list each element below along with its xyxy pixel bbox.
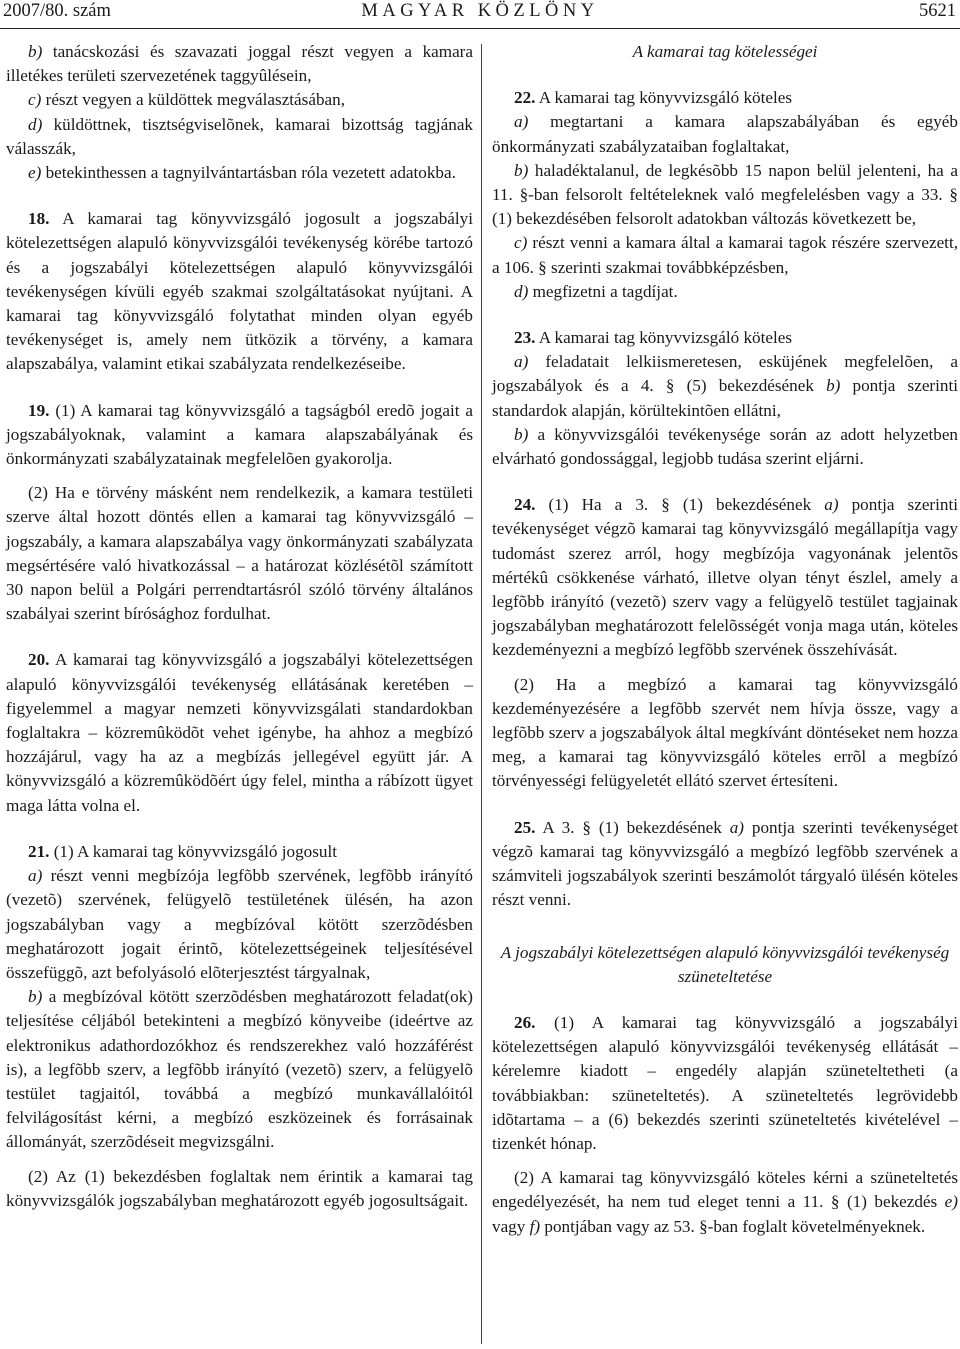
heading-suspension: A jogszabályi kötelezettségen alapuló könyvvizsgálói tevékenység szüneteltetése: [500, 942, 950, 986]
point-c: c) részt vegyen a küldöttek megválasztásában,: [28, 90, 345, 110]
section-22-point-a: a) megtartani a kamara alapszabályában és egyéb önkormányzati szabályzataiban foglaltakat,: [492, 112, 958, 156]
section-23: 23. A kamarai tag könyvvizsgáló köteles: [514, 328, 793, 348]
left-column: [6, 40, 473, 1213]
section-22-point-b: b) haladéktalanul, de legkésõbb 15 napon belül jelenteni, ha a 11. §-ban felsorolt feltételeknek való megfelelésben vagy a 33. § (1) bekezdésében felsorolt adatokban változás következett be,: [492, 160, 958, 229]
section-23-point-a: a) feladatait lelkiismeretesen, esküjének megfelelõen, a jogszabályok és a 4. § (5) bekezdésének b) pontja szerinti standardok alapján, körültekintõen ellátni,: [492, 352, 958, 420]
issue-number: 2007/80. szám: [3, 1, 111, 21]
section-19-para-2: (2) Ha e törvény másként nem rendelkezik, a kamara testületi szerve által hozott döntés ellen a kamarai tag könyvvizsgáló – jogszabály, a kamara alapszabálya vagy önkormányzati szabályzata megsértésére való hivatkozással – a határozat közlésétõl számított 30 napon belül a Polgári perrendtartásról szóló törvény általános szabályai szerint bírósághoz fordulhat.: [6, 483, 473, 624]
header-rule: [0, 28, 960, 29]
journal-title: MAGYAR KÖZLÖNY: [361, 1, 599, 21]
section-22: 22. A kamarai tag könyvvizsgáló köteles: [514, 88, 793, 108]
heading-member-duties: A kamarai tag kötelességei: [632, 42, 818, 61]
section-26: 26. (1) A kamarai tag könyvvizsgáló a jogszabályi kötelezettségen alapuló könyvvizsgálói tevékenység ellátását – kérelemre kiadott – engedély alapján szüneteltetheti (a továbbiakban: szüneteltetés). A szüneteltetés legrövidebb idõtartama – a (6) bekezdés szerinti szüneteltetés kivételével – tizenkét hónap.: [492, 1012, 958, 1153]
point-b: b) tanácskozási és szavazati joggal részt vegyen a kamara illetékes területi szervezetének taggyûlésein,: [6, 42, 473, 86]
point-e: e) betekinthessen a tagnyilvántartásban róla vezetett adatokba.: [28, 163, 456, 183]
section-22-point-c: c) részt venni a kamara által a kamarai tagok részére szervezett, a 106. § szerinti szakmai továbbképzésben,: [492, 233, 958, 277]
section-25: 25. A 3. § (1) bekezdésének a) pontja szerinti tevékenységet végzõ kamarai tag könyvvizsgáló a megbízó legfõbb szervének a számviteli jogszabályok szerinti beszámolót tárgyaló ülésén köteles részt venni.: [492, 817, 958, 910]
page-header: [0, 0, 960, 30]
section-21-point-b: b) a megbízóval kötött szerzõdésben meghatározott feladat(ok) teljesítése céljából betekinteni a megbízó könyveibe (ideértve az elektronikus adathordozókhoz és rendszerekhez való hozzáférést is), a legfõbb szerv, a legfõbb irányító (vezetõ) szerv, a felügyelõ testület tagjaitól, továbbá a megbízó munkavállalóitól felvilágosítást kérni, a megbízó eszközeinek és forrásainak állományát, szerzõdéseit megvizsgálni.: [6, 987, 473, 1152]
right-column: [492, 40, 958, 1239]
section-24: 24. (1) Ha a 3. § (1) bekezdésének a) pontja szerinti tevékenységet végzõ kamarai tag könyvvizsgáló megállapítja vagy tudomást szerez arról, hogy megbízója vagyonának jelentõs mértékû csökkenése várható, illetve olyan tényt észlel, amely a legfõbb irányító (vezetõ) szerv vagy a felügyelõ testület tagjainak jogszabályban meghatározott felelõsségét vonja maga után, köteles kezdeményezni a megbízó legfõbb szervének összehívását.: [492, 495, 958, 660]
section-20: 20. A kamarai tag könyvvizsgáló a jogszabályi kötelezettségen alapuló könyvvizsgálói tevékenység ellátásának keretében – figyelemmel a magyar nemzeti könyvvizsgálati standardokban foglaltakra – közremûködõt vehet igénybe, ha ahhoz a megbízó hozzájárul, vagy ha az a megbízás jellegével együtt jár. A könyvvizsgáló a közremûködõért úgy felel, mintha a rábízott ügyet maga látta volna el.: [6, 650, 473, 815]
section-24-para-2: (2) Ha a megbízó a kamarai tag könyvvizsgáló kezdeményezésére a legfõbb szervét nem hívja össze, vagy a legfõbb szerv a jogszabályok által megkívánt döntéseket nem hozza meg, a kamarai tag könyvvizsgáló köteles errõl a megbízó törvényességi felügyeletét ellátó szervet értesíteni.: [492, 674, 958, 791]
section-21-para-2: (2) Az (1) bekezdésben foglaltak nem érintik a kamarai tag könyvvizsgálók jogszabályban meghatározott egyéb jogosultságait.: [6, 1166, 473, 1210]
section-18: 18. A kamarai tag könyvvizsgáló jogosult a jogszabályi kötelezettségen alapuló könyvvizsgálói tevékenység körébe tartozó és a jogszabályi kötelezettségen alapuló könyvvizsgálói tevékenységen kívüli egyéb szakmai szolgáltatásokat nyújtani. A kamarai tag könyvvizsgáló folytathat minden olyan egyéb tevékenységet is, amely nem ütközik a törvény, a kamara alapszabálya, valamint etikai szabályzata rendelkezéseibe.: [6, 209, 473, 374]
section-23-point-b: b) a könyvvizsgálói tevékenysége során az adott helyzetben elvárható gondossággal, legjobb tudása szerint eljárni.: [492, 424, 958, 469]
page-number: 5621: [919, 1, 956, 21]
section-22-point-d: d) megfizetni a tagdíjat.: [514, 281, 678, 301]
section-26-para-2: (2) A kamarai tag könyvvizsgáló köteles kérni a szüneteltetés engedélyezését, ha nem tud eleget tenni a 11. § (1) bekezdés e) vagy f) pontjában vagy az 53. §-ban foglalt követelményeknek.: [492, 1168, 958, 1236]
point-d: d) küldöttnek, tisztségviselõnek, kamarai bizottság tagjának válasszák,: [6, 114, 473, 158]
section-19: 19. (1) A kamarai tag könyvvizsgáló a tagságból eredõ jogait a jogszabályoknak, valamint a kamara alapszabályának és önkormányzati szabályzatainak megfelelõen gyakorolja.: [6, 400, 473, 469]
column-divider: [481, 44, 482, 1344]
section-21: 21. (1) A kamarai tag könyvvizsgáló jogosult: [28, 841, 337, 861]
section-21-point-a: a) részt venni megbízója legfõbb szervének, legfõbb irányító (vezetõ) szervének, felügyelõ testületének ülésén, ha azon jogszabályban vagy a megbízóval kötött szerzõdésben meghatározott jogait érintõ, kötelezettségeinek teljesítésével összefüggõ, azt befolyásoló elõterjesztést tárgyalnak,: [6, 866, 473, 982]
